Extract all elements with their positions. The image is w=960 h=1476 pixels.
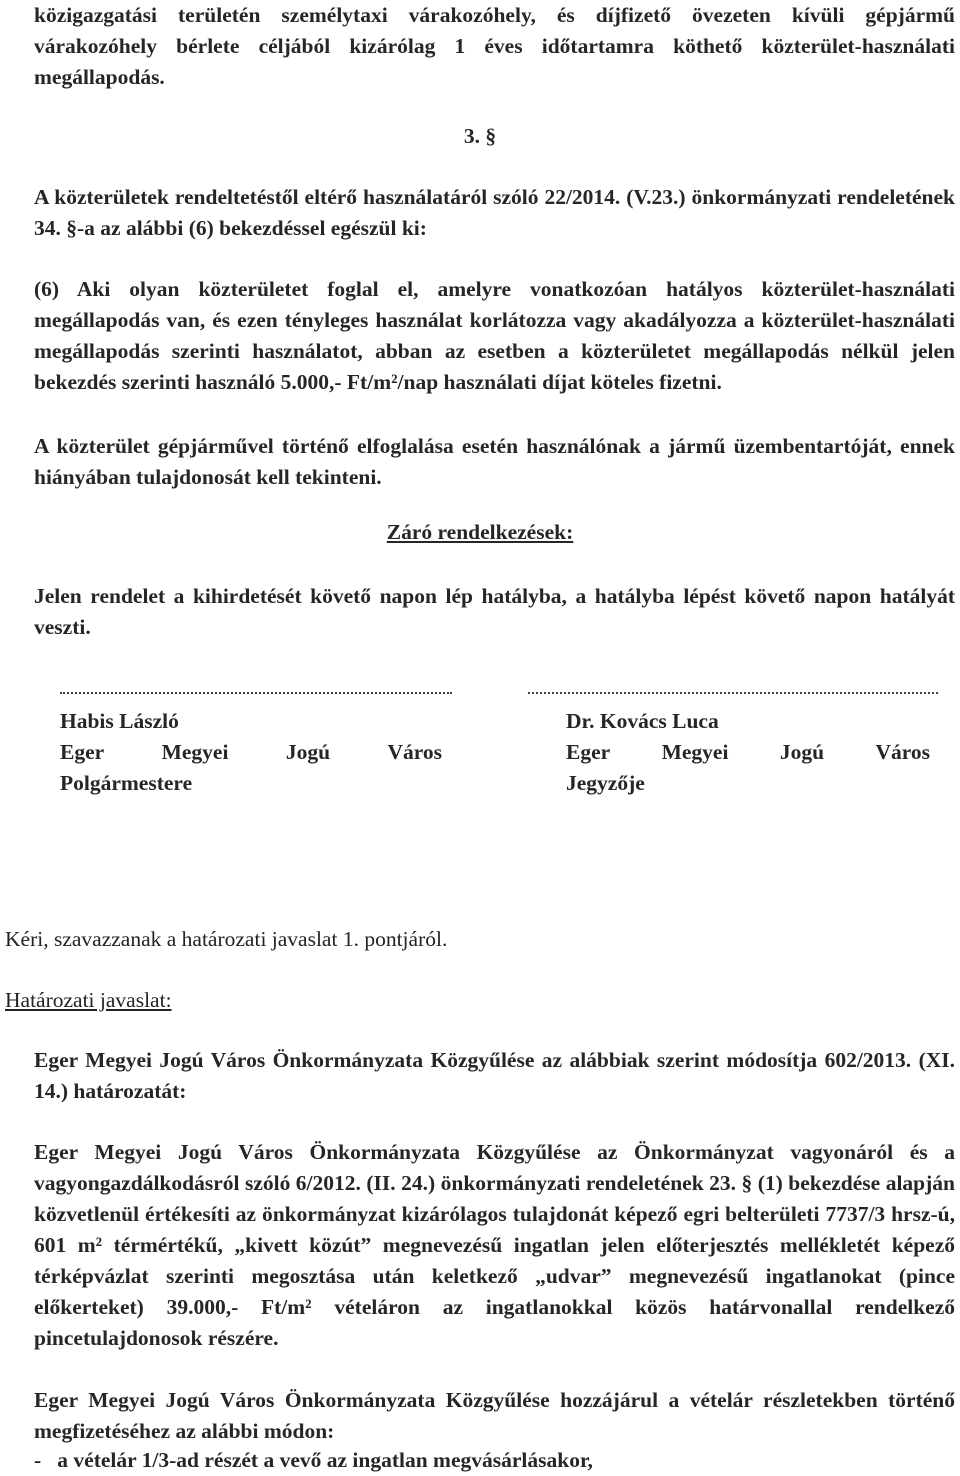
signer-title-line <box>60 737 442 768</box>
closing-text: Jelen rendelet a kihirdetését követő napon lép hatályba, a hatályba lépést követő napon hatályát veszti. <box>34 584 955 639</box>
signature-line-right <box>528 692 938 696</box>
title-word: Megyei <box>161 740 229 764</box>
title-word: Megyei <box>661 740 729 764</box>
signer-name: Habis László <box>60 709 179 733</box>
proposal-intro: Eger Megyei Jogú Város Önkormányzata Közgyűlése az alábbiak szerint módosítja 602/2013. (XI. 14.) határozatát: <box>34 1048 955 1103</box>
proposal-heading: Határozati javaslat: <box>5 988 172 1012</box>
title-word: Eger <box>566 740 611 764</box>
list-item: - a vételár 1/3-ad részét a vevő az ingatlan megvásárlásakor, <box>34 1448 593 1472</box>
title-word: Város <box>387 740 442 764</box>
signer-role: Jegyzője <box>566 771 645 795</box>
signer-title-line <box>566 737 930 768</box>
paragraph-6: (6) Aki olyan közterületet foglal el, amelyre vonatkozóan hatályos közterület-használati megállapodás van, és ezen tényleges használat korlátozza vagy akadályozza a közterület-használati megállapodás szerinti használatot, abban az esetben a közterületet megállapodás nélkül jelen bekezdés szerinti használó 5.000,- Ft/m²/nap használati díjat köteles fizetni. <box>34 277 955 394</box>
section-text: A közterületek rendeltetéstől eltérő használatáról szóló 22/2014. (V.23.) önkormányzati rendeletének 34. §-a az alábbi (6) bekezdéssel egészül ki: <box>34 185 955 240</box>
signer-role: Polgármestere <box>60 771 193 795</box>
installment-text: Eger Megyei Jogú Város Önkormányzata Közgyűlése hozzájárul a vételár részletekben történő megfizetéséhez az alábbi módon: <box>34 1388 955 1443</box>
signer-name: Dr. Kovács Luca <box>566 709 719 733</box>
signature-line-left <box>60 692 452 696</box>
signature-right <box>566 706 930 799</box>
vehicle-text: A közterület gépjárművel történő elfoglalása esetén használónak a jármű üzembentartóját, ennek hiányában tulajdonosát kell tekinteni. <box>34 434 955 489</box>
title-word: Jogú <box>779 740 825 764</box>
title-word: Jogú <box>285 740 331 764</box>
signature-left <box>60 706 442 799</box>
title-word: Eger <box>60 740 105 764</box>
proposal-body: Eger Megyei Jogú Város Önkormányzata Közgyűlése az Önkormányzat vagyonáról és a vagyongazdálkodásról szóló 6/2012. (II. 24.) önkormányzati rendeletének 23. § (1) bekezdése alapján közvetlenül értékesíti az önkormányzat kizárólagos tulajdonát képező egri belterületi 7737/3 hrsz-ú, 601 m² térmértékű, „kivett közút” megnevezésű ingatlan jelen előterjesztés mellékletét képező térképvázlat szerinti megosztása után keletkező „udvar” megnevezésű ingatlanokat (pince előkerteket) 39.000,- Ft/m² vételáron az ingatlanokkal közös határvonallal rendelkező pincetulajdonosok részére. <box>34 1140 955 1350</box>
intro-paragraph: közigazgatási területén személytaxi várakozóhely, és díjfizető övezeten kívüli gépjármű várakozóhely bérlete céljából kizárólag 1 éves időtartamra köthető közterület-használati megállapodás. <box>34 3 955 89</box>
vote-request: Kéri, szavazzanak a határozati javaslat 1. pontjáról. <box>5 927 448 951</box>
section-number: 3. § <box>463 124 497 148</box>
closing-heading: Záró rendelkezések: <box>386 520 574 544</box>
title-word: Város <box>875 740 930 764</box>
